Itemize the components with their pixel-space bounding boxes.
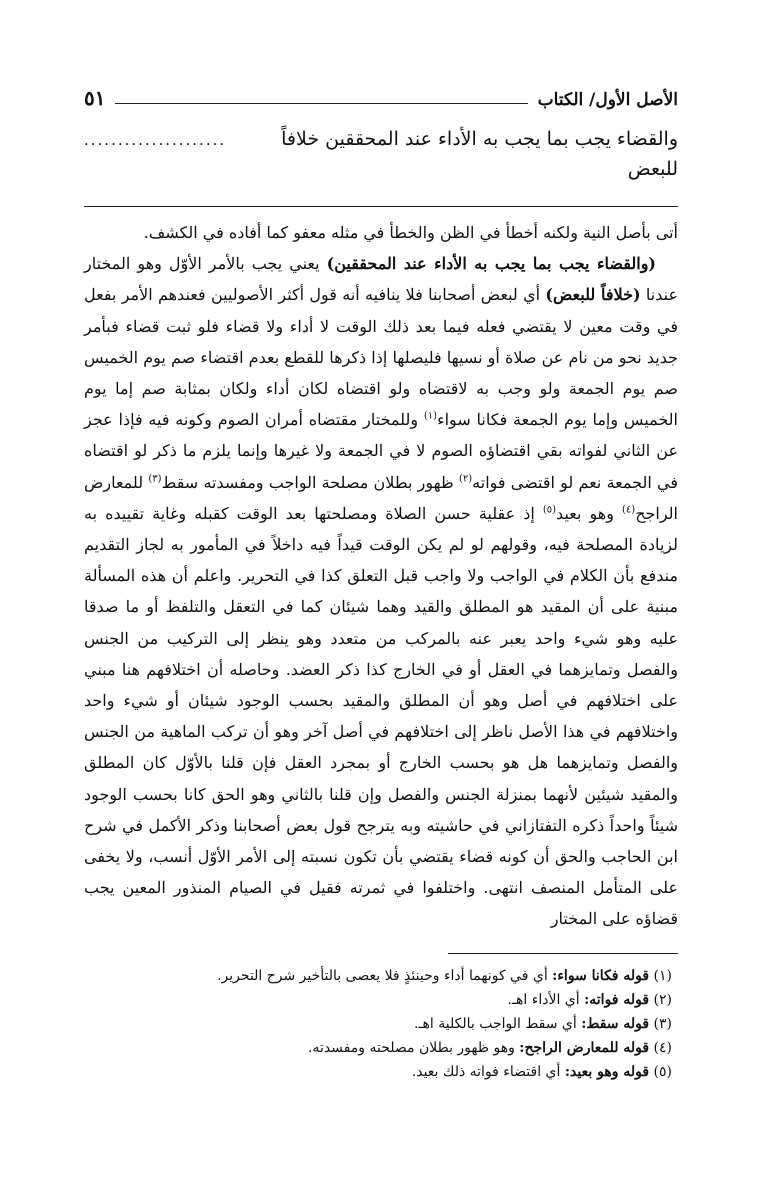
page-number: ٥١: [84, 86, 106, 110]
running-title: الأصل الأول/ الكتاب: [537, 90, 678, 110]
commentary-body: [84, 217, 678, 935]
footnote-3: [84, 1012, 678, 1036]
matn-dots: .....................: [84, 131, 227, 149]
commentary-text: وللمختار مقتضاه أمران الصوم وكونه فيه فإذا عجز عن الثاني لفواته بقي اقتضاؤه الصوم لا في الجمعة ولا غيرها وإنما يلزم ما ذكر لو اقتضاه في الجمعة نعم لو اقتضى فواته: [84, 410, 678, 492]
commentary-text: للمعارض الراجح: [84, 472, 678, 523]
matn-line: [84, 124, 678, 184]
commentary-paragraph-1: أتى بأصل النية ولكنه أخطأ في الظن والخطأ في مثله معفو كما أفاده في الكشف.: [143, 223, 678, 242]
commentary-text: ظهور بطلان مصلحة الواجب ومفسدته سقط: [161, 472, 459, 492]
footnote-marker-4[interactable]: (٤): [622, 504, 636, 516]
footnote-lead: قوله للمعارض الراجح:: [519, 1039, 650, 1056]
footnote-text: أي الأداء اهـ.: [507, 991, 585, 1008]
footnote-marker-1[interactable]: (١): [423, 410, 438, 422]
footnote-lead: قوله فكانا سواء:: [552, 967, 650, 984]
footnote-text: أي اقتضاء فواته ذلك بعيد.: [411, 1063, 565, 1080]
footnote-lead: قوله سقط:: [581, 1015, 650, 1032]
footnote-text: وهو ظهور بطلان مصلحته ومفسدته.: [307, 1039, 520, 1056]
footnote-marker-3[interactable]: (٣): [148, 473, 162, 485]
footnote-number: (٤): [653, 1039, 672, 1056]
footnote-5: [84, 1060, 678, 1084]
commentary-text: وهو بعيد: [556, 503, 622, 523]
footnote-number: (٢): [653, 991, 672, 1008]
footnote-marker-2[interactable]: (٢): [458, 473, 473, 485]
matn-separator: [84, 206, 678, 207]
footnote-marker-5[interactable]: (٥): [542, 504, 557, 516]
commentary-text: يعني يجب بالأمر الأوّل وهو المختار عندنا: [84, 254, 679, 305]
commentary-text: إذ عقلية حسن الصلاة ومصلحتها بعد الوقت كقبله وغاية تقييده به لزيادة المصلحة فيه، وقولهم لو لم يكن الوقت قيداً فيه داخلاً في المأمور به لجاز التقديم مندفع بأن الكلام في الواجب ولا واجب قبل التعلق كذا في التحرير. واعلم أن هذه المسألة مبنية على أن المقيد هو المطلق والقيد وهما شيئان كما في التعقل والتلفظ أو ما صدقا عليه وهو شيء واحد يعبر عنه بالمركب من متعدد وهو ينظر إلى التركيب من الجنس والفصل وتمايزهما في العقل أو في الخارج كذا ذكر العضد. وحاصله أن اختلافهم هنا مبني على اختلافهم في أصل وهو أن المطلق والمقيد بحسب الوجود شيئان أو شيء واحد واختلافهم في هذا الأصل ناظر إلى اختلافهم في أصل آخر وهو أن تركب الماهية من الجنس والفصل وتمايزهما هل هو بحسب الخارج أو بمجرد العقل فإن قلنا بالأوّل كان المطلق والمقيد شيئين لأنهما بمنزلة الجنس والفصل وإن قلنا بالثاني وهو الحق كانا بحسب الوجود شيئاً واحداً ذكره التفتازاني في حاشيته وبه يترجح قول بعض أصحابنا وذكر الأكمل في شرح ابن الحاجب والحق أن كونه قضاء يقتضي بأن تكون نسبته إلى الأمر الأوّل أنسب، ولا يخفى على المتأمل المنصف انتهى. واختلفوا في ثمرته فقيل في الصيام المنذور المعين يجب قضاؤه على المختار: [84, 503, 679, 929]
commentary-text: أي لبعض أصحابنا فلا ينافيه أنه قول أكثر الأصوليين فعندهم الأمر بفعل في وقت معين لا يقتضي فعله فيما بعد ذلك الوقت لا أداء ولا قضاء فلو ثبت قضاء فبأمر جديد نحو من نام عن صلاة أو نسيها فليصلها إذا ذكرها للقطع بعدم اقتضاء صم يوم الخميس صم يوم الجمعة ولو وجب به لاقتضاه ولو اقتضاه لكان أداء ولكان بمثابة صم إما يوم الخميس وإما يوم الجمعة فكانا سواء: [84, 285, 678, 430]
header-rule: [115, 103, 527, 104]
running-header: [84, 84, 678, 110]
footnote-lead: قوله وهو بعيد:: [564, 1063, 650, 1080]
commentary-paragraph-2: [84, 248, 678, 934]
matn-quote-2: (خلافاً للبعض): [545, 285, 641, 305]
footnote-number: (٣): [653, 1015, 672, 1032]
footnote-number: (٥): [653, 1063, 672, 1080]
footnote-2: [84, 988, 678, 1012]
footnote-text: أي سقط الواجب بالكلية اهـ.: [414, 1015, 582, 1032]
footnote-4: [84, 1036, 678, 1060]
footnote-number: (١): [653, 967, 672, 984]
footnote-1: [84, 964, 678, 988]
footnote-separator: [448, 953, 678, 954]
footnote-text: أي في كونهما أداء وحينئذٍ فلا يعصى بالتأخير شرح التحرير.: [217, 967, 553, 984]
footnotes: [84, 964, 678, 1084]
matn-text: والقضاء يجب بما يجب به الأداء عند المحققين خلافاً للبعض: [281, 128, 678, 180]
footnote-lead: قوله فواته:: [584, 991, 650, 1008]
matn-quote-1: (والقضاء يجب بما يجب به الأداء عند المحققين): [326, 254, 657, 274]
